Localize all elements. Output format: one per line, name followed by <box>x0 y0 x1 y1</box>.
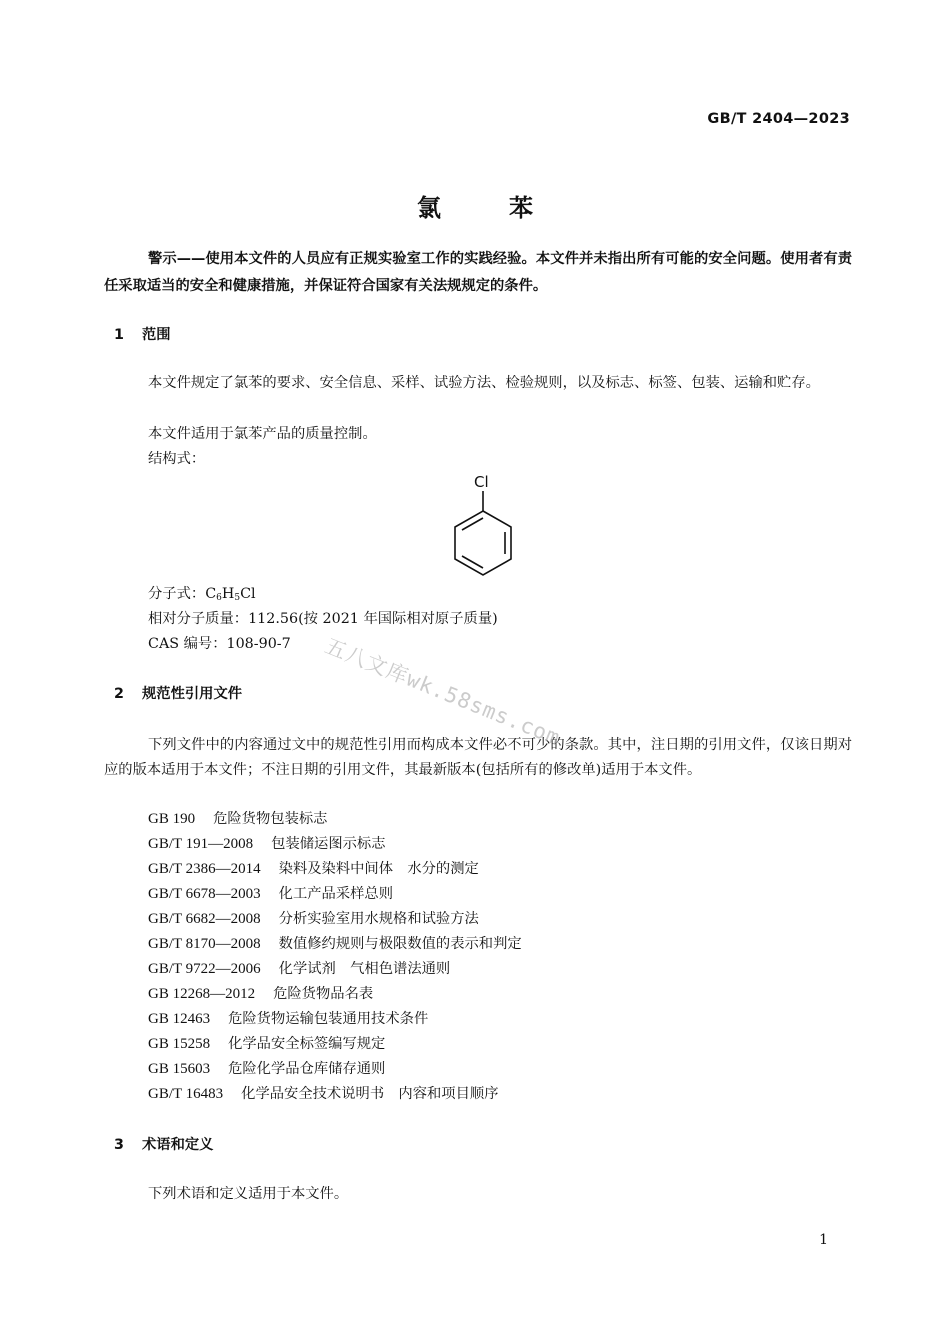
structure-atom-label: Cl <box>474 473 489 491</box>
title-char-1: 氯 <box>417 194 441 222</box>
section-1-title: 范围 <box>142 327 171 343</box>
reference-item: GB 15258 化学品安全标签编写规定 <box>148 1036 386 1052</box>
section-3-title: 术语和定义 <box>142 1137 214 1153</box>
reference-item: GB 190 危险货物包装标志 <box>148 811 328 827</box>
section-2-title: 规范性引用文件 <box>142 686 243 702</box>
cas-number: CAS 编号：108-90-7 <box>148 636 291 652</box>
reference-item: GB 12463 危险货物运输包装通用技术条件 <box>148 1011 429 1027</box>
reference-item: GB/T 2386—2014 染料及染料中间体 水分的测定 <box>148 861 479 877</box>
reference-item: GB/T 191—2008 包装储运图示标志 <box>148 836 386 852</box>
scope-paragraph-2: 本文件适用于氯苯产品的质量控制。 <box>148 426 377 442</box>
chlorobenzene-structure <box>448 472 528 582</box>
section-3-number: 3 <box>114 1137 124 1153</box>
reference-item: GB 15603 危险化学品仓库储存通则 <box>148 1061 386 1077</box>
reference-item: GB 12268—2012 危险货物品名表 <box>148 986 374 1002</box>
formula-label: 分子式： <box>148 586 206 602</box>
formula-cl: Cl <box>240 586 256 602</box>
molecular-formula <box>148 583 256 603</box>
reference-item: GB/T 9722—2006 化学试剂 气相色谱法通则 <box>148 961 451 977</box>
standard-number: GB/T 2404—2023 <box>707 111 850 127</box>
section-2-number: 2 <box>114 686 124 702</box>
double-bond-3 <box>462 518 483 530</box>
molecular-mass: 相对分子质量：112.56(按 2021 年国际相对原子质量) <box>148 611 498 627</box>
double-bond-2 <box>462 556 483 568</box>
warning-paragraph: 警示——使用本文件的人员应有正规实验室工作的实践经验。本文件并未指出所有可能的安全问题。使用者有责任采取适当的安全和健康措施，并保证符合国家有关法规规定的条件。 <box>104 251 852 294</box>
page-number: 1 <box>819 1232 828 1248</box>
formula-h: H <box>221 586 235 602</box>
title-char-2: 苯 <box>509 194 533 222</box>
benzene-ring <box>455 511 511 575</box>
reference-item: GB/T 16483 化学品安全技术说明书 内容和项目顺序 <box>148 1086 499 1102</box>
page-title <box>0 188 950 223</box>
section-1-number: 1 <box>114 327 124 343</box>
formula-c-sub: 6 <box>216 593 222 603</box>
reference-item: GB/T 8170—2008 数值修约规则与极限数值的表示和判定 <box>148 936 522 952</box>
references-intro: 下列文件中的内容通过文中的规范性引用而构成本文件必不可少的条款。其中，注日期的引用文件，仅该日期对应的版本适用于本文件；不注日期的引用文件，其最新版本(包括所有的修改单)适用于本文件。 <box>104 737 852 778</box>
reference-item: GB/T 6682—2008 分析实验室用水规格和试验方法 <box>148 911 479 927</box>
scope-paragraph-1: 本文件规定了氯苯的要求、安全信息、采样、试验方法、检验规则，以及标志、标签、包装、运输和贮存。 <box>148 375 820 391</box>
structure-label: 结构式： <box>148 451 206 467</box>
terms-paragraph: 下列术语和定义适用于本文件。 <box>148 1186 349 1202</box>
reference-item: GB/T 6678—2003 化工产品采样总则 <box>148 886 394 902</box>
section-1-heading <box>114 324 171 344</box>
watermark-text: 五八文库wk.58sms.com <box>321 633 564 751</box>
section-2-heading <box>114 683 242 703</box>
formula-h-sub: 5 <box>234 593 241 603</box>
formula-c: C <box>205 586 217 602</box>
section-3-heading <box>114 1134 213 1154</box>
